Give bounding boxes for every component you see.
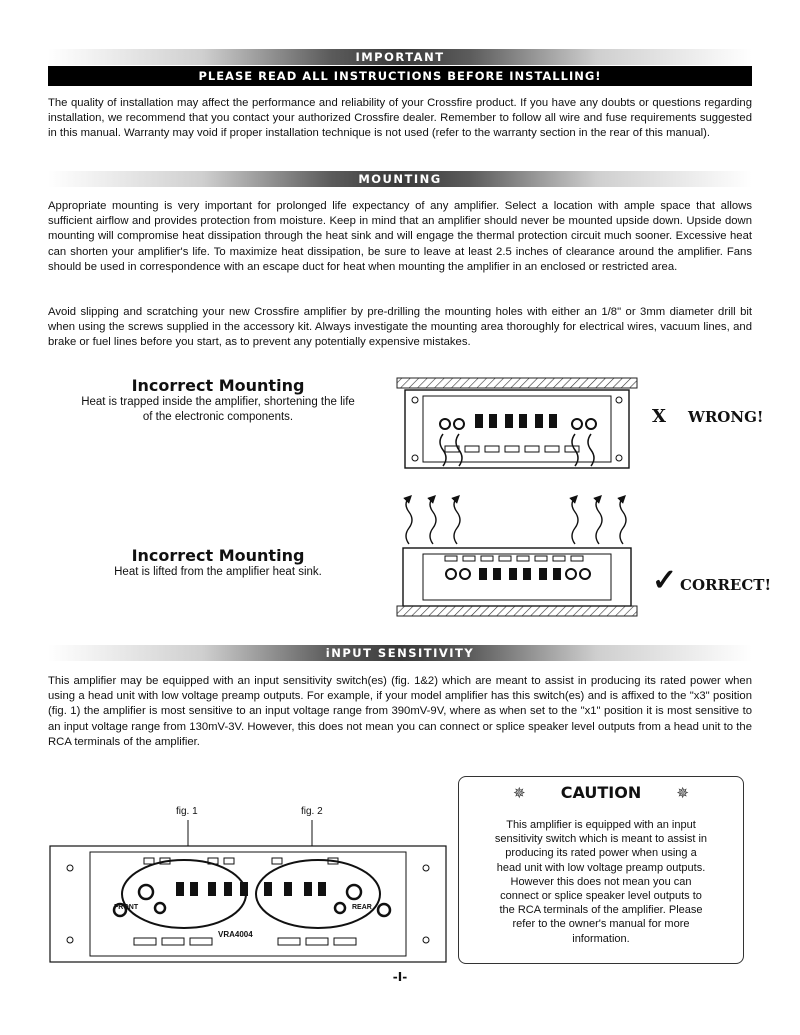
fig-2-label: fig. 2 [301, 806, 323, 817]
checkmark-icon: ✓ [652, 563, 678, 598]
amplifier-panel-diagram [48, 788, 448, 968]
intro-paragraph: The quality of installation may affect the performance and reliability of your Crossfire product. If you have any doubts or questions regarding installation, we recommend that you contact your authorized Crossfire dealer. Remember to follow all wire and fuse requirements suggested in this manual. Warranty may void if proper installation technique is not used (refer to the warranty section in the rear of this manual). [48, 97, 752, 140]
page-number: -I- [392, 970, 408, 984]
wrong-figure-caption [38, 395, 398, 425]
input-sensitivity-paragraph: This amplifier may be equipped with an input sensitivity switch(es) (fig. 1&2) which are meant to assist in producing its rated power when using a head unit with low voltage preamp outputs. For example, if your model amplifier has this switch(es) and is affixed to the "x3" position (fig. 1) the amplifier is most sensitive to an input voltage range from 390mV-9V, where as when set to the "x1" position it is most sensitive to an input voltage range from 130mV-3V. However, this does not mean you can connect or splice speaker level outputs from a head unit to the RCA terminals of the amplifier. [48, 675, 752, 748]
mounting-paragraph-2: Avoid slipping and scratching your new Crossfire amplifier by pre-drilling the mounting holes with either an 1/8" or 3mm diameter drill bit when using the screws supplied in the accessory kit. Always investigate the mounting area thoroughly for electrical wires, vacuum lines, and brake or fuel lines before you start, as to prevent any potentially expensive mistakes. [48, 306, 752, 349]
read-instructions-banner: PLEASE READ ALL INSTRUCTIONS BEFORE INSTALLING! [48, 66, 752, 86]
caution-star-left-icon: ✵ [513, 785, 526, 802]
rear-label: REAR [352, 904, 372, 911]
model-label: VRA4004 [218, 930, 253, 939]
fig-1-label: fig. 1 [176, 806, 198, 817]
mounting-heading: MOUNTING [48, 171, 752, 187]
mounting-paragraph-1: Appropriate mounting is very important for prolonged life expectancy of any amplifier. Select a location with ample space that allows sufficient airflow and provides protection from moisture. Keep in mind that an amplifier should never be mounted upside down. Upside down mounting will compromise heat dissipation through the heat sink and will engage the thermal protection circuit much sooner. Excessive heat can shorten your amplifier's life. To maximize heat dissipation, be sure to leave at least 2.5 inches of clearance around the amplifier. Fans should be used in correspondence with an escape duct for heat when mounting the amplifier in an enclosed or restricted area. [48, 200, 752, 273]
input-sensitivity-heading: iNPUT SENSITIVITY [48, 645, 752, 661]
wrong-x-icon: X [652, 406, 666, 427]
correct-figure-caption: Heat is lifted from the amplifier heat sink. [114, 566, 322, 578]
front-label: FRONT [114, 904, 139, 911]
correct-figure-title: Incorrect Mounting [131, 546, 305, 565]
caution-star-right-icon: ✵ [676, 785, 689, 802]
wrong-caption-line-1: Heat is trapped inside the amplifier, shortening the life [81, 396, 355, 408]
wrong-figure-title: Incorrect Mounting [131, 376, 305, 395]
wrong-caption-line-2: of the electronic components. [142, 411, 294, 423]
upside-down-amplifier-diagram [395, 376, 640, 474]
correct-amplifier-diagram [395, 488, 640, 620]
wrong-verdict: WRONG! [688, 408, 764, 426]
important-heading: IMPORTANT [48, 49, 752, 65]
caution-title: CAUTION [560, 783, 642, 802]
amplifier-panel-drawing [48, 788, 448, 968]
correct-verdict: CORRECT! [680, 576, 772, 594]
caution-box [458, 776, 744, 964]
caution-text: This amplifier is equipped with an input sensitivity switch which is meant to assist in producing its rated power when using a head unit with low voltage preamp outputs. However this does not mean you can connect or splice speaker level outputs to the RCA terminals of the amplifier. Please refer to the owner's manual for more information. [494, 819, 708, 945]
